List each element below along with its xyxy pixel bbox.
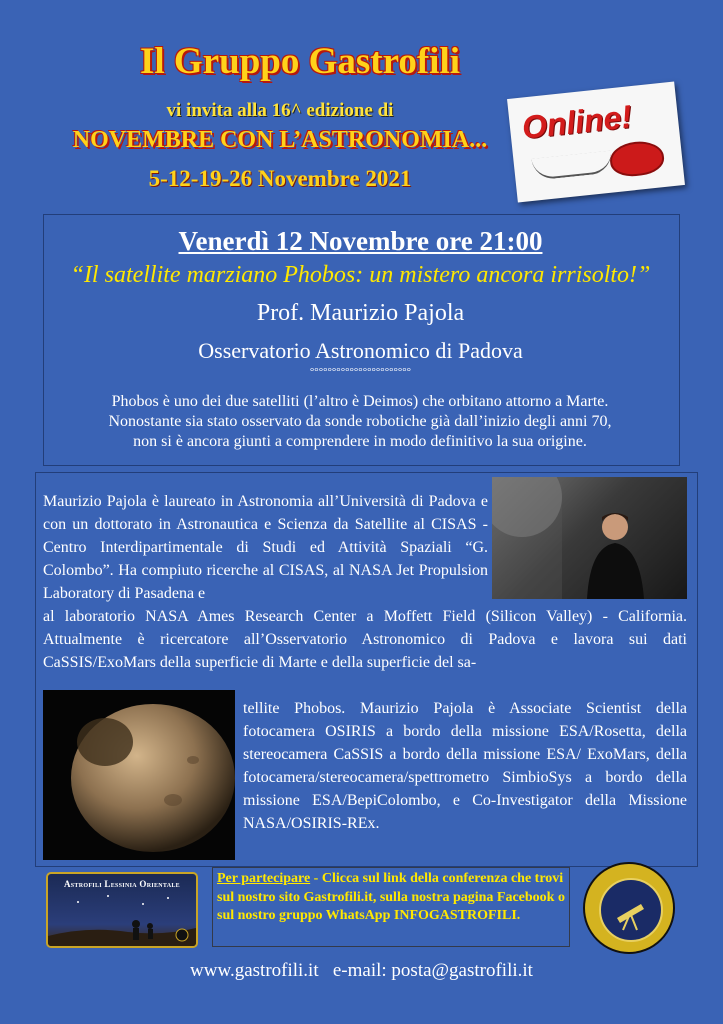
abstract-line: Nonostante sia stato osservato da sonde robotiche già dall’inizio degli anni 70, xyxy=(108,413,612,430)
phobos-graphic xyxy=(43,690,235,860)
event-name: NOVEMBRE CON L’ASTRONOMIA... xyxy=(72,127,488,153)
astrofili-lessinia-logo xyxy=(46,872,198,948)
astrofili-lessinia-name: Astrofili Lessinia Orientale xyxy=(64,879,180,889)
seal-inner-emblem xyxy=(599,878,663,942)
speaker-name: Prof. Maurizio Pajola xyxy=(256,300,465,326)
online-badge-image xyxy=(507,82,685,203)
participate-text xyxy=(217,870,567,926)
talk-abstract xyxy=(60,392,660,452)
participate-instructions: - Clicca sul link della conferenza che trovi sul nostro sito Gastrofili.it, sulla nostra pagina Facebook o sul nostro gruppo WhatsApp INFOGASTROFILI. xyxy=(217,871,565,923)
computer-mouse-icon xyxy=(608,139,665,178)
mouse-cable-graphic xyxy=(531,150,613,180)
bio-paragraph-1: Maurizio Pajola è laureato in Astronomia all’Università di Padova e con un dottorato in Astronautica e Scienza da Satellite al CISAS - Centro Interdipartimentale di Studi ed Attività Spaziali “G. Colombo”. Ha compiuto ricerche al CISAS, al NASA Jet Propulsion Laboratory di Pasadena e xyxy=(43,493,488,602)
phobos-photo xyxy=(43,690,235,860)
participate-label: Per partecipare xyxy=(217,871,311,886)
speaker-institution: Osservatorio Astronomico di Padova xyxy=(198,338,523,363)
abstract-line: Phobos è uno dei due satelliti (l’altro è Deimos) che orbitano attorno a Marte. xyxy=(111,393,609,410)
bio-paragraph-3: tellite Phobos. Maurizio Pajola è Associate Scientist della fotocamera OSIRIS a bordo della missione ESA/Rosetta, della stereocamera CaSSIS a bordo della missione ESA/ ExoMars, della fotocamera/stereocamera/spettrometro SimbioSys a bordo della missione ESA/BepiColombo, e Co-Investigator della Missione NASA/OSIRIS-REx. xyxy=(243,700,687,832)
talk-title: “Il satellite marziano Phobos: un mistero ancora irrisolto!” xyxy=(70,262,651,288)
footer-email-link[interactable]: e-mail: posta@gastrofili.it xyxy=(332,960,533,981)
gastrofili-seal-logo xyxy=(583,862,675,954)
talk-date-time: Venerdì 12 Novembre ore 21:00 xyxy=(178,226,543,256)
footer-website-link[interactable]: www.gastrofili.it xyxy=(190,960,319,981)
separator-dots: °°°°°°°°°°°°°°°°°°°°°°° xyxy=(309,366,412,378)
speaker-photo xyxy=(492,477,687,599)
poster-title: Il Gruppo Gastrofili xyxy=(139,41,461,82)
event-dates: 5-12-19-26 Novembre 2021 xyxy=(148,166,412,191)
online-badge-text: Online! xyxy=(520,98,634,146)
telescope-icon xyxy=(601,880,661,940)
speaker-photo-graphic xyxy=(492,477,687,599)
abstract-line: non si è ancora giunti a comprendere in modo definitivo la sua origine. xyxy=(133,433,587,450)
participate-box xyxy=(212,867,570,947)
bio-paragraph-2: al laboratorio NASA Ames Research Center a Moffett Field (Silicon Valley) - California. Attualmente è ricercatore all’Osservatorio Astronomico di Padova e lavora sui dati CaSSIS/ExoMars della superficie di Marte e della superficie del sa- xyxy=(43,608,687,671)
invite-line: vi invita alla 16^ edizione di xyxy=(166,100,394,121)
footer-contacts xyxy=(0,960,723,982)
